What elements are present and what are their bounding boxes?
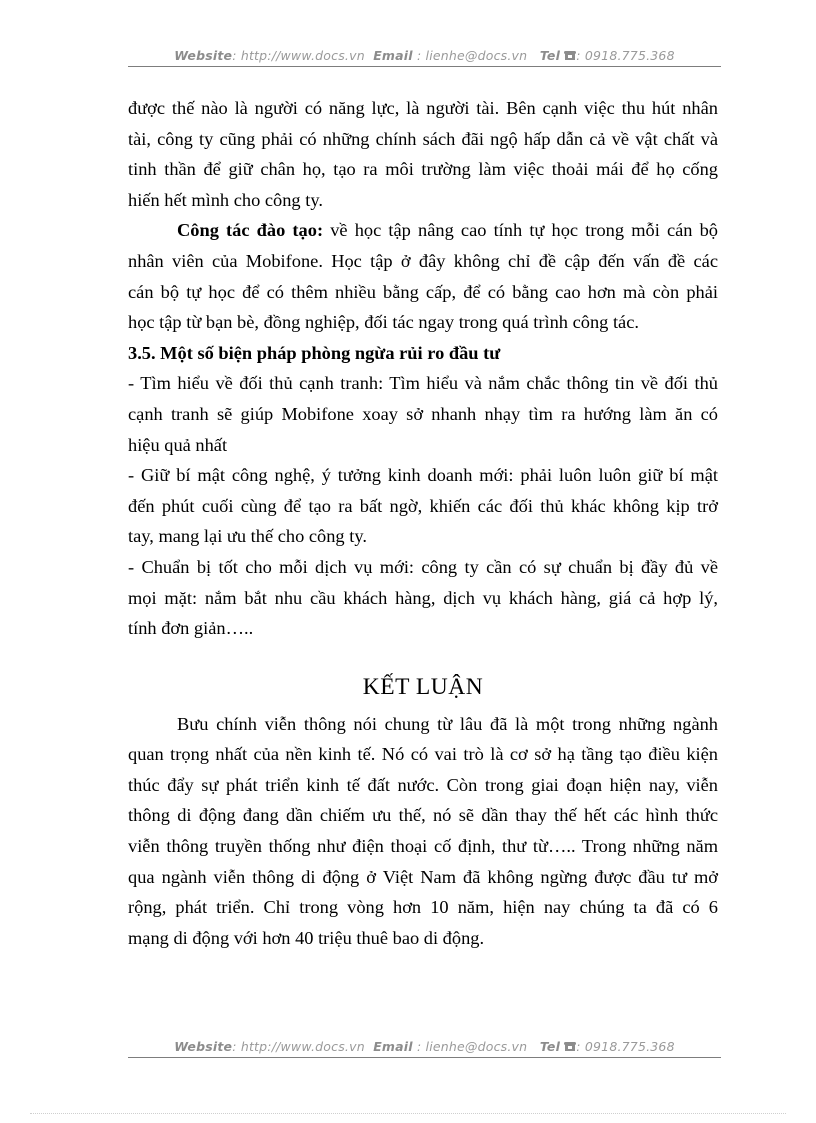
phone-icon xyxy=(564,1039,576,1054)
header-tel-label: Tel xyxy=(539,48,561,63)
paragraph-2 xyxy=(128,215,718,337)
document-body xyxy=(128,93,718,953)
text-line: tài, công ty cũng phải có những chính sách đãi ngộ hấp dẫn cả về vật chất và xyxy=(128,128,718,149)
text-line: viễn thông truyền thống như điện thoại cố định, thư từ….. Trong những năm xyxy=(128,836,718,857)
training-lead: Công tác đào tạo: xyxy=(177,220,324,241)
text-line: thông di động đang dần chiếm ưu thế, nó sẽ dần thay thế hết các hình thức xyxy=(128,805,718,826)
footer-rule xyxy=(128,1057,721,1058)
text-line: hiệu quả nhất xyxy=(128,434,228,455)
page-footer xyxy=(128,1039,721,1055)
spacer xyxy=(128,644,718,674)
header-email-label: Email xyxy=(373,48,413,63)
page-header xyxy=(128,48,721,64)
page-bottom-edge xyxy=(30,1113,786,1114)
paragraph-1 xyxy=(128,93,718,215)
text-line: cán bộ tự học để có thêm nhiều bằng cấp, để có bằng cao hơn mà còn phải xyxy=(128,281,718,302)
text-line: được thế nào là người có năng lực, là người tài. Bên cạnh việc thu hút nhân xyxy=(128,98,718,118)
text-line: - Chuẩn bị tốt cho mỗi dịch vụ mới: công ty cần có sự chuẩn bị đầy đủ về xyxy=(128,556,718,577)
header-website-value: : http://www.docs.vn xyxy=(232,48,365,63)
text-line: mạng di động với hơn 40 triệu thuê bao di động. xyxy=(128,927,485,948)
footer-website-label: Website xyxy=(174,1039,233,1054)
text-line: tính đơn giản….. xyxy=(128,618,254,639)
bullet-1 xyxy=(128,368,718,460)
phone-icon xyxy=(564,48,576,63)
text-line xyxy=(128,215,718,246)
training-lead-rest: về học tập nâng cao tính tự học trong mỗi cán bộ xyxy=(323,220,719,241)
text-line: nhân viên của Mobifone. Học tập ở đây không chỉ đề cập đến vấn đề các xyxy=(128,250,718,271)
text-line: qua ngành viễn thông di động ở Việt Nam đã không ngừng được đầu tư mở xyxy=(128,866,718,887)
header-email-value: : lienhe@docs.vn xyxy=(416,48,528,63)
conclusion-paragraph xyxy=(128,709,718,954)
text-line: học tập từ bạn bè, đồng nghiệp, đối tác ngay trong quá trình công tác. xyxy=(128,312,639,333)
text-line: - Tìm hiểu về đối thủ cạnh tranh: Tìm hiểu và nắm chắc thông tin về đối thủ xyxy=(128,373,718,394)
spacer xyxy=(128,701,718,709)
text-line: cạnh tranh sẽ giúp Mobifone xoay sở nhanh nhạy tìm ra hướng làm ăn có xyxy=(128,403,718,424)
header-website-label: Website xyxy=(174,48,233,63)
section-heading: 3.5. Một số biện pháp phòng ngừa rủi ro đầu tư xyxy=(128,342,501,363)
footer-email-value: : lienhe@docs.vn xyxy=(416,1039,528,1054)
footer-tel-label: Tel xyxy=(539,1039,561,1054)
text-line: đến phút cuối cùng để tạo ra bất ngờ, khiến các đối thủ khác không kịp trở xyxy=(128,495,718,516)
text-line: - Giữ bí mật công nghệ, ý tưởng kinh doanh mới: phải luôn luôn giữ bí mật xyxy=(128,465,718,486)
text-line: hiến hết mình cho công ty. xyxy=(128,189,323,210)
footer-email-label: Email xyxy=(373,1039,413,1054)
text-line: Bưu chính viễn thông nói chung từ lâu đã là một trong những ngành xyxy=(177,713,718,734)
text-line: thúc đẩy sự phát triển kinh tế đất nước. Còn trong giai đoạn hiện nay, viễn xyxy=(128,774,718,795)
conclusion-title: KẾT LUẬN xyxy=(362,673,484,700)
bullet-2 xyxy=(128,460,718,552)
header-tel-value: : 0918.775.368 xyxy=(576,48,675,63)
text-line: mọi mặt: nắm bắt nhu cầu khách hàng, dịch vụ khách hàng, giá cả hợp lý, xyxy=(128,587,718,608)
text-line: tay, mang lại ưu thế cho công ty. xyxy=(128,526,367,547)
text-line: rộng, phát triển. Chỉ trong vòng hơn 10 năm, hiện nay chúng ta đã có 6 xyxy=(128,897,718,918)
text-line: tinh thần để giữ chân họ, tạo ra môi trường làm việc thoải mái để họ cống xyxy=(128,159,718,180)
footer-tel-value: : 0918.775.368 xyxy=(576,1039,675,1054)
bullet-3 xyxy=(128,552,718,644)
text-line: quan trọng nhất của nền kinh tế. Nó có vai trò là cơ sở hạ tầng tạo điều kiện xyxy=(128,744,718,765)
footer-website-value: : http://www.docs.vn xyxy=(232,1039,365,1054)
header-rule xyxy=(128,66,721,67)
